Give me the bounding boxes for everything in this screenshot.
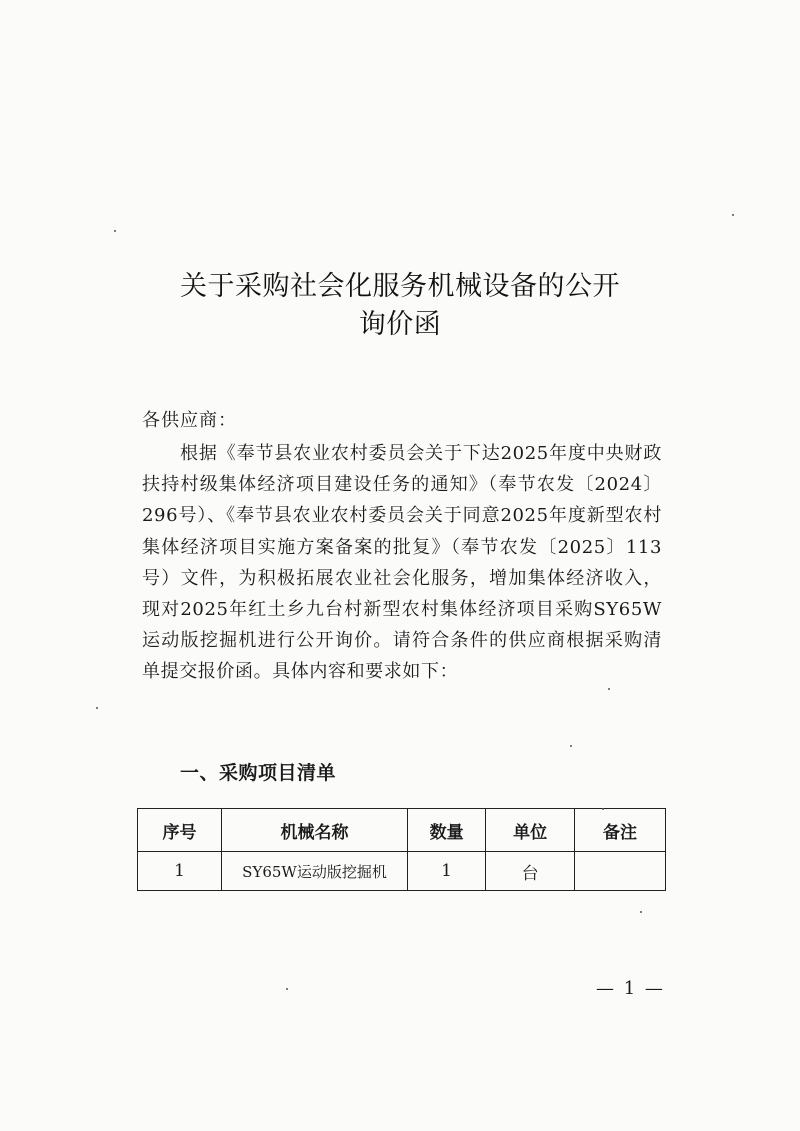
salutation: 各供应商： [142, 410, 237, 431]
cell-unit: 台 [486, 852, 575, 891]
scan-speck [732, 214, 734, 216]
section-heading: 一、采购项目清单 [180, 762, 337, 784]
table-row [138, 852, 666, 891]
page-number: — 1 — [596, 978, 665, 999]
scan-speck [602, 808, 604, 810]
title-line-2: 询价函 [358, 309, 442, 340]
header-seq: 序号 [138, 809, 222, 852]
scan-speck [114, 230, 116, 232]
cell-seq: 1 [138, 852, 222, 891]
header-remarks: 备注 [575, 809, 666, 852]
cell-machine-name: SY65W运动版挖掘机 [222, 852, 408, 891]
procurement-table [137, 808, 666, 891]
scan-speck [570, 745, 572, 747]
cell-quantity: 1 [408, 852, 486, 891]
scan-speck [286, 988, 288, 990]
table-header-row [138, 809, 666, 852]
scan-speck [96, 707, 98, 709]
header-unit: 单位 [486, 809, 575, 852]
header-quantity: 数量 [408, 809, 486, 852]
header-machine-name: 机械名称 [222, 809, 408, 852]
scan-speck [608, 688, 610, 690]
document-title [0, 268, 800, 344]
title-line-1: 关于采购社会化服务机械设备的公开 [180, 271, 620, 302]
cell-remarks [575, 852, 666, 891]
body-paragraph: 根据《奉节县农业农村委员会关于下达2025年度中央财政扶持村级集体经济项目建设任务的通知》（奉节农发〔2024〕296号）、《奉节县农业农村委员会关于同意2025年度新型农村集体经济项目实施方案备案的批复》（奉节农发〔2025〕113号）文件，为积极拓展农业社会化服务，增加集体经济收入，现对2025年红土乡九台村新型农村集体经济项目采购SY65W运动版挖掘机进行公开询价。请符合条件的供应商根据采购清单提交报价函。具体内容和要求如下： [142, 443, 662, 683]
scan-speck [640, 911, 642, 913]
